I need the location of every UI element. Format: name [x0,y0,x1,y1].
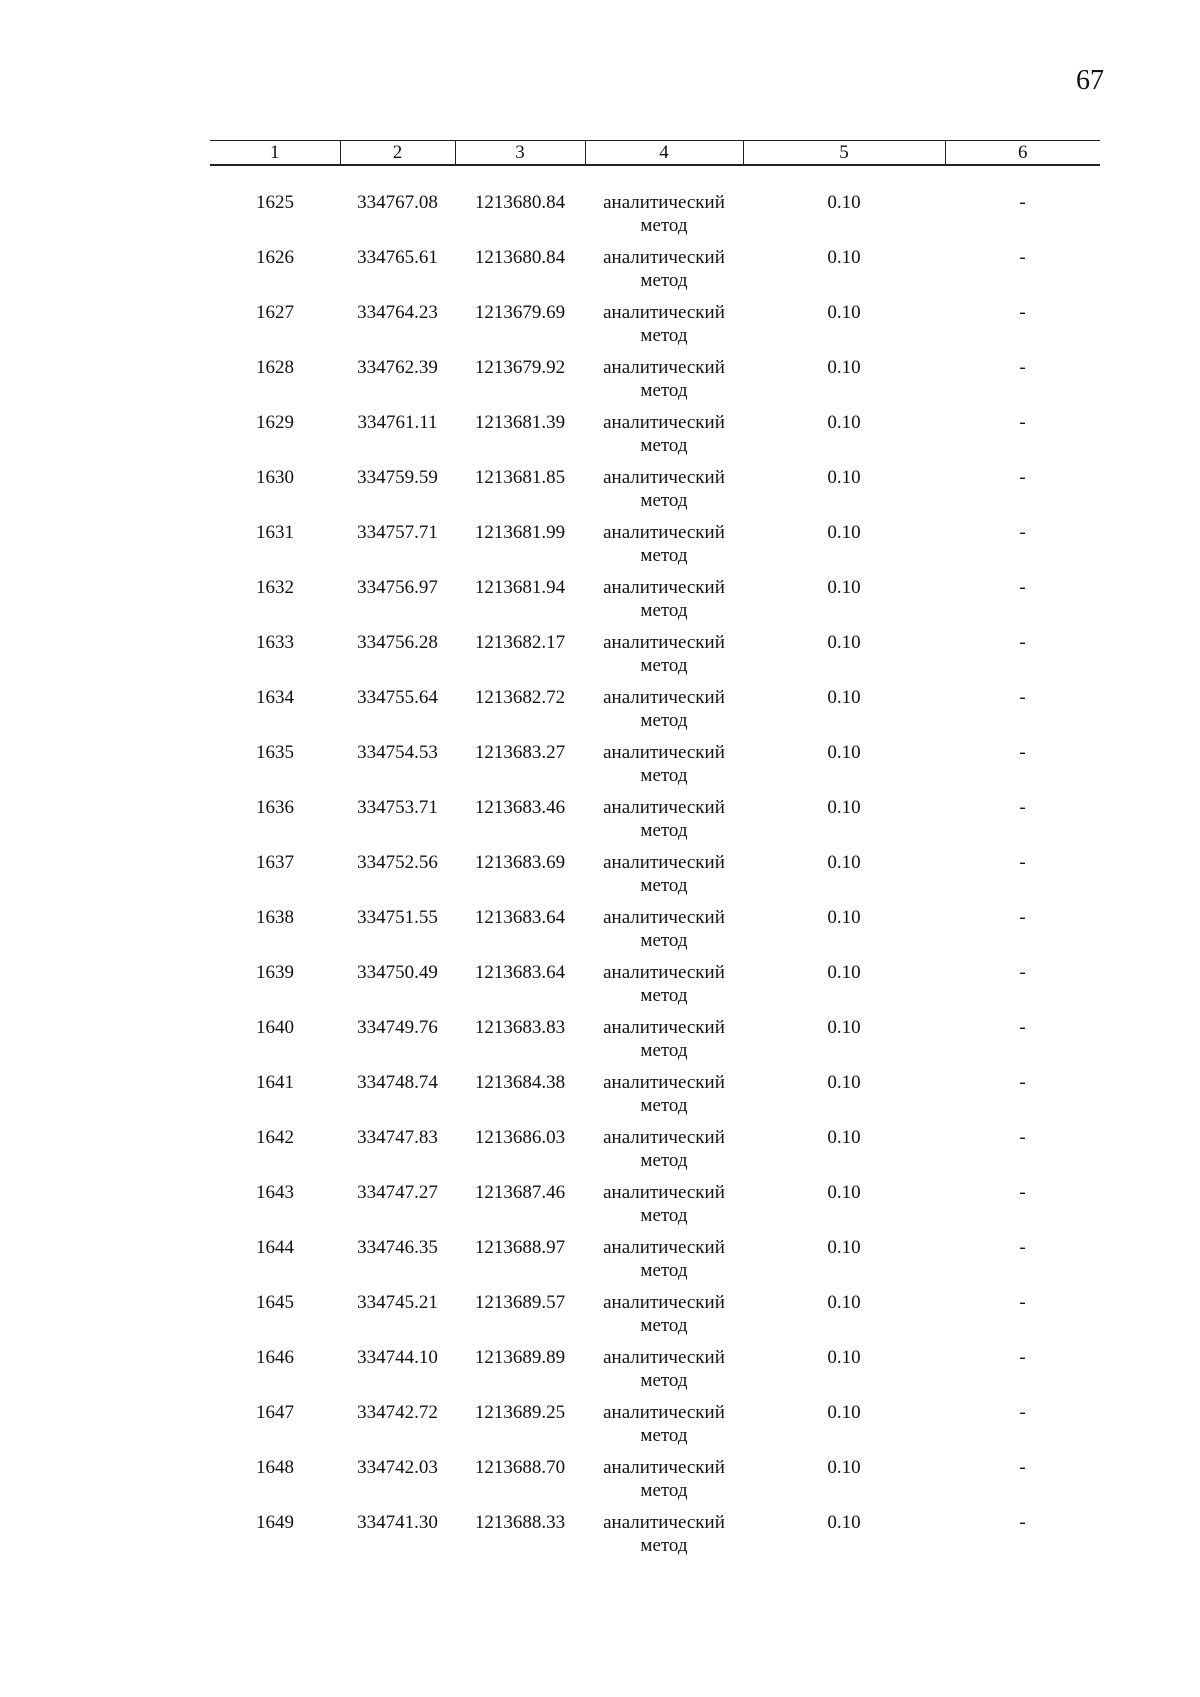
y-coordinate-cell: 1213689.57 [474,1292,566,1313]
point-number-cell: 1642 [256,1127,294,1148]
accuracy-cell: 0.10 [827,1347,861,1368]
table-row [210,906,1100,961]
x-coordinate-cell: 334764.23 [357,302,438,323]
accuracy-cell: 0.10 [827,302,861,323]
note-cell: - [1019,1017,1026,1038]
x-coordinate-cell: 334756.97 [357,577,438,598]
accuracy-cell: 0.10 [827,1017,861,1038]
note-cell: - [1019,797,1026,818]
method-text-line1: аналитический [603,1127,725,1148]
note-cell: - [1019,1292,1026,1313]
x-coordinate-cell: 334747.27 [357,1182,438,1203]
note-cell: - [1019,467,1026,488]
table-row [210,356,1100,411]
point-number-cell: 1649 [256,1512,294,1533]
method-text-line1: аналитический [603,577,725,598]
y-coordinate-cell: 1213682.72 [474,687,566,708]
method-text-line2: метод [640,1095,688,1116]
method-cell [585,1236,743,1291]
y-coordinate-cell: 1213683.69 [474,852,566,873]
accuracy-cell: 0.10 [827,1292,861,1313]
table-row [210,301,1100,356]
column-header-4: 4 [585,141,743,166]
method-text-line2: метод [640,1480,688,1501]
method-text-line1: аналитический [603,1017,725,1038]
note-cell: - [1019,1347,1026,1368]
note-cell: - [1019,412,1026,433]
table-row [210,1236,1100,1291]
note-cell: - [1019,632,1026,653]
method-text-line2: метод [640,490,688,511]
accuracy-cell: 0.10 [827,1457,861,1478]
table-row [210,521,1100,576]
method-cell [585,1346,743,1401]
point-number-cell: 1647 [256,1402,294,1423]
x-coordinate-cell: 334745.21 [357,1292,438,1313]
x-coordinate-cell: 334747.83 [357,1127,438,1148]
accuracy-cell: 0.10 [827,962,861,983]
accuracy-cell: 0.10 [827,192,861,213]
accuracy-cell: 0.10 [827,357,861,378]
point-number-cell: 1636 [256,797,294,818]
method-cell [585,1016,743,1071]
column-header-3: 3 [455,141,585,166]
method-cell [585,411,743,466]
method-cell [585,1511,743,1566]
point-number-cell: 1643 [256,1182,294,1203]
method-cell [585,521,743,576]
method-text-line1: аналитический [603,852,725,873]
column-header-5: 5 [743,141,945,166]
x-coordinate-cell: 334753.71 [357,797,438,818]
method-text-line1: аналитический [603,797,725,818]
accuracy-cell: 0.10 [827,412,861,433]
accuracy-cell: 0.10 [827,522,861,543]
accuracy-cell: 0.10 [827,1512,861,1533]
method-cell [585,1181,743,1236]
accuracy-cell: 0.10 [827,1127,861,1148]
accuracy-cell: 0.10 [827,467,861,488]
method-cell [585,1126,743,1181]
point-number-cell: 1644 [256,1237,294,1258]
table-row [210,466,1100,521]
point-number-cell: 1640 [256,1017,294,1038]
table-row [210,1401,1100,1456]
method-text-line2: метод [640,930,688,951]
accuracy-cell: 0.10 [827,247,861,268]
table-row [210,686,1100,741]
accuracy-cell: 0.10 [827,1072,861,1093]
table-row [210,1016,1100,1071]
method-cell [585,466,743,521]
y-coordinate-cell: 1213681.94 [474,577,566,598]
note-cell: - [1019,302,1026,323]
y-coordinate-cell: 1213686.03 [474,1127,566,1148]
point-number-cell: 1637 [256,852,294,873]
method-cell [585,1071,743,1126]
x-coordinate-cell: 334762.39 [357,357,438,378]
table-row [210,1291,1100,1346]
column-header-6: 6 [945,141,1100,166]
note-cell: - [1019,1072,1026,1093]
accuracy-cell: 0.10 [827,1402,861,1423]
method-text-line1: аналитический [603,1402,725,1423]
method-text-line2: метод [640,1260,688,1281]
y-coordinate-cell: 1213683.83 [474,1017,566,1038]
y-coordinate-cell: 1213689.25 [474,1402,566,1423]
x-coordinate-cell: 334742.03 [357,1457,438,1478]
x-coordinate-cell: 334755.64 [357,687,438,708]
method-text-line2: метод [640,1425,688,1446]
accuracy-cell: 0.10 [827,632,861,653]
table-row [210,851,1100,906]
method-cell [585,741,743,796]
x-coordinate-cell: 334750.49 [357,962,438,983]
note-cell: - [1019,1402,1026,1423]
method-cell [585,1291,743,1346]
table-row [210,246,1100,301]
method-text-line2: метод [640,710,688,731]
method-text-line1: аналитический [603,192,725,213]
note-cell: - [1019,1237,1026,1258]
method-cell [585,686,743,741]
y-coordinate-cell: 1213684.38 [474,1072,566,1093]
y-coordinate-cell: 1213680.84 [474,247,566,268]
note-cell: - [1019,852,1026,873]
table-row [210,1456,1100,1511]
x-coordinate-cell: 334746.35 [357,1237,438,1258]
accuracy-cell: 0.10 [827,1237,861,1258]
point-number-cell: 1630 [256,467,294,488]
y-coordinate-cell: 1213688.33 [474,1512,566,1533]
method-text-line2: метод [640,435,688,456]
x-coordinate-cell: 334751.55 [357,907,438,928]
point-number-cell: 1626 [256,247,294,268]
header-spacer [210,165,1100,191]
method-text-line1: аналитический [603,962,725,983]
table-row [210,411,1100,466]
table-row [210,1181,1100,1236]
accuracy-cell: 0.10 [827,742,861,763]
x-coordinate-cell: 334754.53 [357,742,438,763]
note-cell: - [1019,577,1026,598]
method-text-line1: аналитический [603,467,725,488]
method-text-line1: аналитический [603,1182,725,1203]
method-cell [585,576,743,631]
method-text-line1: аналитический [603,302,725,323]
method-text-line2: метод [640,380,688,401]
accuracy-cell: 0.10 [827,687,861,708]
note-cell: - [1019,742,1026,763]
accuracy-cell: 0.10 [827,1182,861,1203]
method-cell [585,851,743,906]
point-number-cell: 1629 [256,412,294,433]
method-text-line1: аналитический [603,1292,725,1313]
table-row [210,741,1100,796]
table-row [210,1346,1100,1401]
accuracy-cell: 0.10 [827,577,861,598]
point-number-cell: 1628 [256,357,294,378]
y-coordinate-cell: 1213681.39 [474,412,566,433]
method-text-line2: метод [640,325,688,346]
x-coordinate-cell: 334752.56 [357,852,438,873]
point-number-cell: 1633 [256,632,294,653]
method-cell [585,1401,743,1456]
method-text-line1: аналитический [603,357,725,378]
method-text-line2: метод [640,1315,688,1336]
method-text-line2: метод [640,1205,688,1226]
y-coordinate-cell: 1213681.99 [474,522,566,543]
method-text-line1: аналитический [603,1237,725,1258]
y-coordinate-cell: 1213682.17 [474,632,566,653]
method-cell [585,906,743,961]
y-coordinate-cell: 1213683.64 [474,962,566,983]
note-cell: - [1019,687,1026,708]
x-coordinate-cell: 334748.74 [357,1072,438,1093]
method-text-line1: аналитический [603,1347,725,1368]
note-cell: - [1019,907,1026,928]
x-coordinate-cell: 334765.61 [357,247,438,268]
accuracy-cell: 0.10 [827,907,861,928]
method-text-line2: метод [640,215,688,236]
x-coordinate-cell: 334756.28 [357,632,438,653]
method-text-line2: метод [640,820,688,841]
method-text-line1: аналитический [603,687,725,708]
point-number-cell: 1625 [256,192,294,213]
y-coordinate-cell: 1213679.92 [474,357,566,378]
table-row [210,796,1100,851]
point-number-cell: 1638 [256,907,294,928]
y-coordinate-cell: 1213679.69 [474,302,566,323]
note-cell: - [1019,1457,1026,1478]
note-cell: - [1019,522,1026,543]
column-header-1: 1 [210,141,340,166]
y-coordinate-cell: 1213688.97 [474,1237,566,1258]
x-coordinate-cell: 334744.10 [357,1347,438,1368]
note-cell: - [1019,1512,1026,1533]
point-number-cell: 1645 [256,1292,294,1313]
table-row [210,1126,1100,1181]
x-coordinate-cell: 334767.08 [357,192,438,213]
note-cell: - [1019,357,1026,378]
method-text-line1: аналитический [603,1072,725,1093]
x-coordinate-cell: 334757.71 [357,522,438,543]
y-coordinate-cell: 1213689.89 [474,1347,566,1368]
method-text-line1: аналитический [603,632,725,653]
point-number-cell: 1627 [256,302,294,323]
method-text-line1: аналитический [603,1457,725,1478]
point-number-cell: 1641 [256,1072,294,1093]
accuracy-cell: 0.10 [827,797,861,818]
table-row [210,631,1100,686]
table-row [210,1511,1100,1566]
method-text-line1: аналитический [603,742,725,763]
note-cell: - [1019,192,1026,213]
note-cell: - [1019,247,1026,268]
table-row [210,1071,1100,1126]
accuracy-cell: 0.10 [827,852,861,873]
y-coordinate-cell: 1213683.46 [474,797,566,818]
x-coordinate-cell: 334742.72 [357,1402,438,1423]
column-header-2: 2 [340,141,455,166]
table-row [210,576,1100,631]
table-row [210,191,1100,246]
point-number-cell: 1632 [256,577,294,598]
x-coordinate-cell: 334759.59 [357,467,438,488]
table-body [210,165,1100,1566]
table-row [210,961,1100,1016]
method-text-line2: метод [640,1040,688,1061]
method-cell [585,356,743,411]
method-text-line1: аналитический [603,522,725,543]
point-number-cell: 1635 [256,742,294,763]
point-number-cell: 1648 [256,1457,294,1478]
point-number-cell: 1634 [256,687,294,708]
note-cell: - [1019,1182,1026,1203]
method-text-line1: аналитический [603,247,725,268]
method-text-line2: метод [640,985,688,1006]
method-text-line2: метод [640,765,688,786]
method-text-line2: метод [640,1535,688,1556]
method-cell [585,246,743,301]
y-coordinate-cell: 1213683.27 [474,742,566,763]
method-cell [585,961,743,1016]
note-cell: - [1019,1127,1026,1148]
y-coordinate-cell: 1213681.85 [474,467,566,488]
x-coordinate-cell: 334761.11 [357,412,438,433]
table-header [210,141,1100,166]
method-text-line1: аналитический [603,412,725,433]
method-text-line1: аналитический [603,907,725,928]
x-coordinate-cell: 334741.30 [357,1512,438,1533]
method-cell [585,796,743,851]
y-coordinate-cell: 1213683.64 [474,907,566,928]
coordinates-table-wrapper [210,140,1100,1566]
method-text-line2: метод [640,875,688,896]
y-coordinate-cell: 1213688.70 [474,1457,566,1478]
method-text-line1: аналитический [603,1512,725,1533]
method-cell [585,301,743,356]
page-number: 67 [1076,65,1104,96]
y-coordinate-cell: 1213680.84 [474,192,566,213]
note-cell: - [1019,962,1026,983]
method-text-line2: метод [640,1150,688,1171]
point-number-cell: 1646 [256,1347,294,1368]
method-text-line2: метод [640,655,688,676]
method-text-line2: метод [640,270,688,291]
header-row [210,141,1100,166]
point-number-cell: 1639 [256,962,294,983]
method-cell [585,191,743,246]
method-text-line2: метод [640,545,688,566]
y-coordinate-cell: 1213687.46 [474,1182,566,1203]
method-text-line2: метод [640,1370,688,1391]
point-number-cell: 1631 [256,522,294,543]
x-coordinate-cell: 334749.76 [357,1017,438,1038]
method-cell [585,1456,743,1511]
method-text-line2: метод [640,600,688,621]
coordinates-table [210,140,1100,1566]
method-cell [585,631,743,686]
